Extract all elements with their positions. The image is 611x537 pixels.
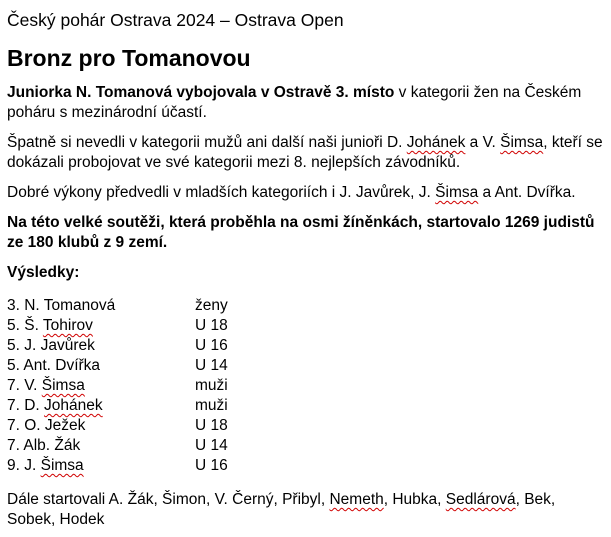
- misspelled-word: Šimsa: [435, 184, 479, 201]
- result-name: [7, 436, 195, 456]
- misspelled-word: Nemeth: [329, 491, 384, 508]
- paragraph-2-text-c: , kteří se dokázali probojovat ve své kategorii mezi 8. nejlepších závodníků.: [7, 134, 603, 171]
- result-row: [7, 436, 605, 456]
- result-category: U 18: [195, 317, 228, 334]
- paragraph-4: Na této velké soutěži, která proběhla na osmi žíněnkách, startovalo 1269 judistů ze 180 klubů z 9 zemí.: [7, 214, 595, 251]
- result-category: U 18: [195, 417, 228, 434]
- result-place: 9. J.: [7, 457, 41, 474]
- footer-paragraph: [7, 490, 605, 530]
- result-surname: Žák: [54, 437, 81, 454]
- result-row: [7, 316, 605, 336]
- paragraph-1: [7, 83, 605, 123]
- result-surname: Johánek: [44, 397, 103, 414]
- result-place: 5. Š.: [7, 317, 43, 334]
- misspelled-word: Johánek: [406, 134, 466, 151]
- result-category: U 16: [195, 457, 228, 474]
- result-row: [7, 396, 605, 416]
- result-row: [7, 416, 605, 436]
- result-name: [7, 316, 195, 336]
- result-surname: Dvířka: [55, 357, 101, 374]
- result-place: 7. O.: [7, 417, 45, 434]
- result-row: [7, 376, 605, 396]
- result-place: 5. J.: [7, 337, 41, 354]
- result-name: [7, 356, 195, 376]
- result-surname: Tomanová: [43, 297, 116, 314]
- result-name: [7, 396, 195, 416]
- result-name: [7, 336, 195, 356]
- footer-text-c: , Bek, Sobek, Hodek: [7, 491, 556, 528]
- result-name: [7, 416, 195, 436]
- event-header: Český pohár Ostrava 2024 – Ostrava Open: [7, 10, 344, 30]
- result-category: U 14: [195, 437, 228, 454]
- misspelled-word: Šimsa: [500, 134, 544, 151]
- misspelled-word: Sedlárová: [445, 491, 516, 508]
- result-category: muži: [195, 397, 228, 414]
- paragraph-3-text-a: Dobré výkony předvedli v mladších kategoriích i J. Javůrek, J.: [7, 184, 436, 201]
- results-heading: Výsledky:: [7, 264, 80, 281]
- paragraph-1-rest: v kategorii žen na Českém poháru s mezinárodní účastí.: [7, 84, 582, 121]
- result-place: 5. Ant.: [7, 357, 56, 374]
- result-place: 7. V.: [7, 377, 42, 394]
- result-surname: Ježek: [44, 417, 86, 434]
- result-place: 3. N.: [7, 297, 44, 314]
- paragraph-2-text-b: a V.: [465, 134, 501, 151]
- paragraph-2: [7, 133, 605, 173]
- result-surname: Šimsa: [40, 457, 84, 474]
- result-row: [7, 456, 605, 476]
- paragraph-1-bold: Juniorka N. Tomanová vybojovala v Ostravě 3. místo: [7, 84, 395, 101]
- result-surname: Javůrek: [40, 337, 95, 354]
- result-category: U 14: [195, 357, 228, 374]
- result-surname: Tohirov: [42, 317, 93, 334]
- result-category: U 16: [195, 337, 228, 354]
- result-row: [7, 296, 605, 316]
- footer-text-b: , Hubka,: [383, 491, 446, 508]
- paragraph-3: [7, 183, 605, 203]
- result-surname: Šimsa: [41, 377, 85, 394]
- result-category: muži: [195, 377, 228, 394]
- paragraph-3-text-b: a Ant. Dvířka.: [478, 184, 576, 201]
- footer-text-a: Dále startovali A. Žák, Šimon, V. Černý, Přibyl,: [7, 491, 330, 508]
- result-name: [7, 296, 195, 316]
- result-row: [7, 336, 605, 356]
- result-name: [7, 456, 195, 476]
- result-row: [7, 356, 605, 376]
- result-category: ženy: [195, 297, 228, 314]
- result-place: 7. Alb.: [7, 437, 55, 454]
- paragraph-2-text-a: Špatně si nevedli v kategorii mužů ani další naši junioři D.: [7, 134, 407, 151]
- result-name: [7, 376, 195, 396]
- results-list: [7, 296, 605, 476]
- article-title: Bronz pro Tomanovou: [7, 45, 251, 71]
- result-place: 7. D.: [7, 397, 45, 414]
